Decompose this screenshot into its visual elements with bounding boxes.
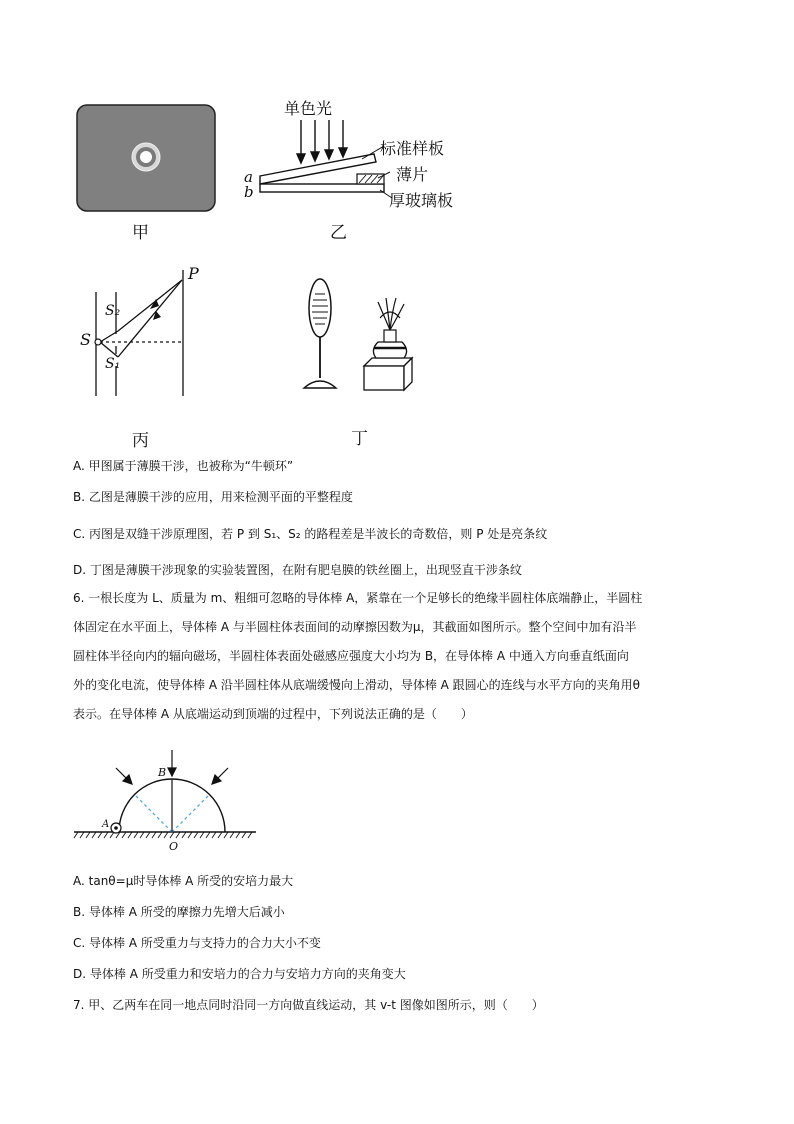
q6-option-c: C. 导体棒 A 所受重力与支持力的合力大小不变	[73, 936, 321, 950]
half-cylinder-diagram	[72, 744, 262, 844]
point-o: O	[169, 840, 179, 853]
q6-option-b: B. 导体棒 A 所受的摩擦力先增大后减小	[73, 905, 285, 919]
slit-s2: S₂	[105, 303, 121, 319]
point-a: A	[102, 819, 110, 830]
figure-ding-label: 丁	[351, 429, 368, 449]
double-slit-diagram	[76, 262, 206, 402]
figure-bing-label: 丙	[132, 431, 149, 451]
slit-s1: S₁	[105, 356, 121, 372]
point-p: P	[188, 264, 199, 283]
monochromatic-light-label: 单色光	[284, 99, 333, 118]
q7-stem: 7. 甲、乙两车在同一地点同时沿同一方向做直线运动，其 v-t 图像如图所示，则（ ）	[73, 998, 544, 1012]
soap-film-apparatus	[298, 278, 418, 394]
figure-yi-label: 乙	[330, 223, 347, 243]
q5-option-c: C. 丙图是双缝干涉原理图，若 P 到 S₁、S₂ 的路程差是半波长的奇数倍，则 P 处是亮条纹	[73, 527, 548, 541]
figure-jia-label: 甲	[132, 223, 149, 243]
q5-option-b: B. 乙图是薄膜干涉的应用，用来检测平面的平整程度	[73, 490, 353, 504]
mark-b: b	[244, 183, 254, 201]
q6-line-1: 6. 一根长度为 L、质量为 m、粗细可忽略的导体棒 A，紧靠在一个足够长的绝缘半圆柱体底端静止，半圆柱	[73, 591, 643, 605]
q6-option-d: D. 导体棒 A 所受重力和安培力的合力与安培力方向的夹角变大	[73, 967, 406, 981]
q5-option-a: A. 甲图属于薄膜干涉，也被称为“牛顿环”	[73, 459, 294, 473]
q6-line-4: 外的变化电流，使导体棒 A 沿半圆柱体从底端缓慢向上滑动，导体棒 A 跟圆心的连线与水平方向的夹角用θ	[73, 678, 641, 692]
q5-option-d: D. 丁图是薄膜干涉现象的实验装置图，在附有肥皂膜的铁丝圈上，出现竖直干涉条纹	[73, 563, 522, 577]
q6-line-2: 体固定在水平面上，导体棒 A 与半圆柱体表面间的动摩擦因数为μ，其截面如图所示。整个空间中加有沿半	[73, 620, 637, 634]
thick-glass-label: 厚玻璃板	[389, 191, 454, 210]
source-s: S	[80, 330, 91, 349]
mark-a: a	[244, 168, 253, 186]
q6-stem	[73, 584, 733, 729]
figure-jia	[76, 104, 216, 212]
standard-plate-label: 标准样板	[380, 139, 445, 158]
point-b: B	[158, 766, 167, 779]
q6-line-3: 圆柱体半径向内的辐向磁场，半圆柱体表面处磁感应强度大小均为 B，在导体棒 A 中通入方向垂直纸面向	[73, 649, 629, 663]
newton-rings-image	[76, 104, 216, 212]
q6-line-5: 表示。在导体棒 A 从底端运动到顶端的过程中，下列说法正确的是（ ）	[73, 707, 473, 721]
thin-sheet-label: 薄片	[396, 165, 429, 184]
q6-option-a: A. tanθ=μ时导体棒 A 所受的安培力最大	[73, 874, 294, 888]
